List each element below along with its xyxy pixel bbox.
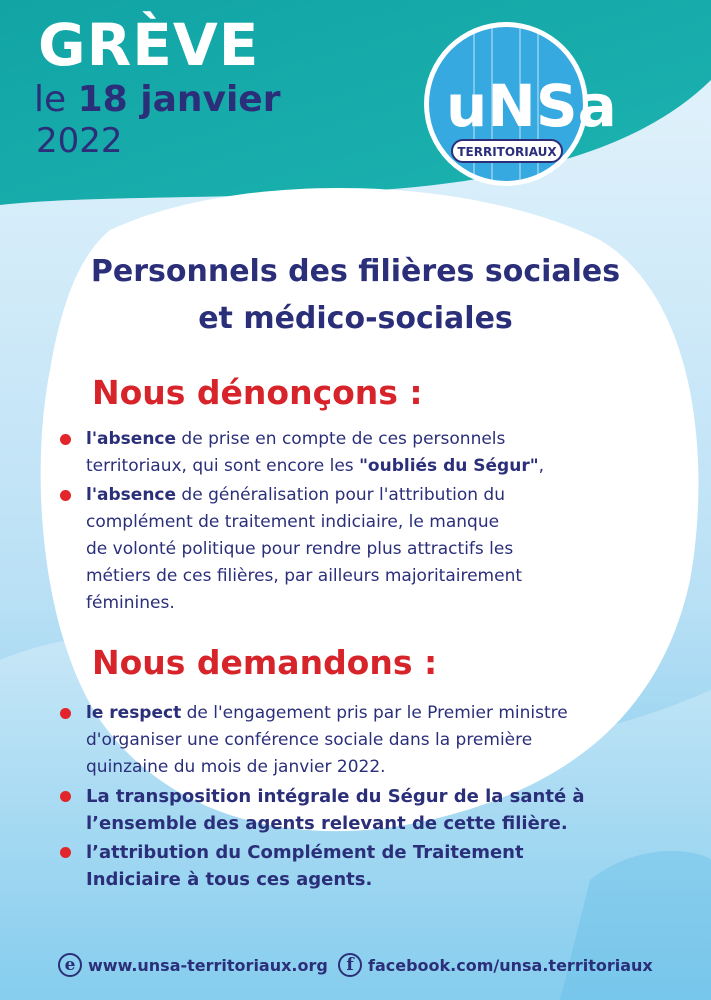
bullet-icon <box>60 434 71 445</box>
item-text: quinzaine du mois de janvier 2022. <box>86 757 386 777</box>
item-text: d'organiser une conférence sociale dans la première <box>86 730 533 750</box>
item-text: l’attribution du Complément de Traitement <box>86 842 524 863</box>
web-icon: e <box>58 953 82 977</box>
headline-line1: Personnels des filières sociales <box>90 254 621 289</box>
list-item <box>60 783 680 837</box>
strike-title: GRÈVE <box>38 11 260 79</box>
item-text: , <box>538 456 544 476</box>
item-lead: le respect <box>86 703 182 723</box>
list-item <box>60 839 680 893</box>
list-item <box>60 426 680 480</box>
bullet-icon <box>60 708 71 719</box>
item-lead: l'absence <box>86 429 177 449</box>
item-text: territoriaux, qui sont encore les <box>86 456 360 476</box>
item-text: de prise en compte de ces personnels <box>176 429 506 449</box>
item-text: l’ensemble des agents relevant de cette filière. <box>86 813 568 834</box>
denonce-title: Nous dénonçons : <box>92 373 423 412</box>
item-text: complément de traitement indiciaire, le manque <box>86 512 500 532</box>
item-text: de volonté politique pour rendre plus attractifs les <box>86 539 514 559</box>
footer-website[interactable] <box>58 950 328 980</box>
unsa-territoriaux-logo <box>420 18 617 190</box>
item-text: de l'engagement pris par le Premier ministre <box>181 703 568 723</box>
bullet-icon <box>60 490 71 501</box>
item-emphasis: "oubliés du Ségur" <box>359 456 539 476</box>
demande-list <box>60 700 680 895</box>
strike-year: 2022 <box>36 121 123 161</box>
headline-line2: et médico-sociales <box>198 301 513 336</box>
footer-facebook[interactable] <box>338 950 653 980</box>
facebook-link[interactable]: facebook.com/unsa.territoriaux <box>368 955 653 975</box>
bullet-icon <box>60 847 71 858</box>
date-prefix: le <box>34 79 78 120</box>
denonce-list <box>60 426 680 619</box>
date-day: 18 janvier <box>77 79 281 120</box>
item-text: de généralisation pour l'attribution du <box>176 485 505 505</box>
logo-ribbon: TERRITORIAUX <box>457 145 557 159</box>
logo-letters: uNSa <box>446 72 617 140</box>
website-link[interactable]: www.unsa-territoriaux.org <box>88 955 328 975</box>
demande-title: Nous demandons : <box>92 643 438 682</box>
item-text: Indiciaire à tous ces agents. <box>86 869 373 890</box>
bullet-icon <box>60 791 71 802</box>
list-item <box>60 482 680 617</box>
item-text: métiers de ces filières, par ailleurs majoritairement <box>86 566 523 586</box>
list-item <box>60 700 680 781</box>
strike-date <box>34 80 280 120</box>
item-lead: l'absence <box>86 485 177 505</box>
facebook-icon: f <box>338 953 362 977</box>
item-text: féminines. <box>86 593 175 613</box>
item-text: La transposition intégrale du Ségur de la santé à <box>86 786 585 807</box>
